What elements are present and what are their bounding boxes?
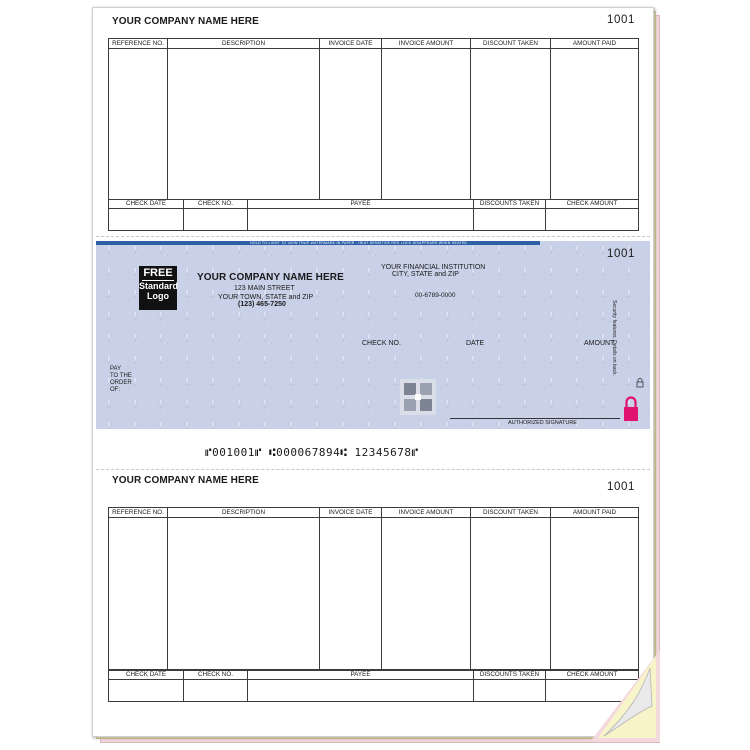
description-cell (168, 49, 320, 200)
check-no-label: CHECK NO. (362, 340, 401, 347)
col-header-description: DESCRIPTION (168, 508, 320, 518)
logo-standard-text: Standard (139, 281, 179, 291)
payee-cell (248, 209, 474, 231)
check-body (96, 241, 650, 429)
discounts-taken-cell (474, 680, 546, 702)
col-header-discount-taken: DISCOUNT TAKEN (471, 39, 551, 49)
footer-header-check-amount: CHECK AMOUNT (546, 671, 639, 680)
footer-header-payee: PAYEE (248, 671, 474, 680)
routing-fraction: 00-6789-0000 (415, 292, 456, 299)
bottom-stub-invoice-table (108, 507, 639, 670)
reference-cell (109, 518, 168, 670)
footer-header-payee: PAYEE (248, 200, 474, 209)
footer-header-discounts-taken: DISCOUNTS TAKEN (474, 200, 546, 209)
signature-line (450, 418, 620, 419)
top-stub-company-name: YOUR COMPANY NAME HERE (112, 16, 259, 27)
company-phone: (123) 465-7250 (238, 301, 286, 308)
check-company-name: YOUR COMPANY NAME HERE (197, 272, 344, 283)
top-stub-invoice-table (108, 38, 639, 200)
bottom-stub-summary-table (108, 670, 639, 702)
security-seal-icon (400, 379, 436, 415)
check-no-cell (184, 209, 248, 231)
col-header-reference: REFERENCE NO. (109, 39, 168, 49)
footer-header-discounts-taken: DISCOUNTS TAKEN (474, 671, 546, 680)
logo-free-text: FREE (143, 267, 173, 279)
lock-icon (636, 378, 644, 388)
pay-label-4: OF: (110, 387, 120, 393)
perforation-top (96, 236, 650, 237)
security-banner-text: HOLD TO LIGHT TO VIEW TRUE WATERMARK IN PAPER · HEAT SENSITIVE RED LOCK DISAPPEARS WHEN HEATED (250, 241, 468, 245)
check-no-cell (184, 680, 248, 702)
invoice-amount-cell (382, 49, 471, 200)
footer-header-check-date: CHECK DATE (109, 200, 184, 209)
check-number: 1001 (607, 248, 635, 260)
authorized-signature-label: AUTHORIZED SIGNATURE (508, 420, 577, 426)
security-pattern (96, 241, 650, 429)
perforation-bottom (96, 469, 650, 470)
invoice-date-cell (320, 49, 382, 200)
page-curl-corner (590, 650, 660, 742)
pay-label-2: TO THE (110, 373, 132, 379)
col-header-discount-taken: DISCOUNT TAKEN (471, 508, 551, 518)
amount-paid-cell (551, 518, 639, 670)
pay-label-1: PAY (110, 366, 122, 372)
discount-taken-cell (471, 49, 551, 200)
col-header-amount-paid: AMOUNT PAID (551, 39, 639, 49)
heat-sensitive-lock-icon (623, 396, 639, 424)
col-header-reference: REFERENCE NO. (109, 508, 168, 518)
description-cell (168, 518, 320, 670)
date-label: DATE (466, 340, 485, 347)
footer-header-check-date: CHECK DATE (109, 671, 184, 680)
footer-header-check-no: CHECK NO. (184, 200, 248, 209)
standard-logo (139, 266, 177, 310)
col-header-invoice-date: INVOICE DATE (320, 508, 382, 518)
pay-label-3: ORDER (110, 380, 132, 386)
amount-paid-cell (551, 49, 639, 200)
reference-cell (109, 49, 168, 200)
payee-cell (248, 680, 474, 702)
footer-header-check-amount: CHECK AMOUNT (546, 200, 639, 209)
top-stub-check-number: 1001 (607, 14, 635, 26)
invoice-amount-cell (382, 518, 471, 670)
check-date-cell (109, 680, 184, 702)
check-date-cell (109, 209, 184, 231)
invoice-date-cell (320, 518, 382, 670)
check-amount-cell (546, 209, 639, 231)
bottom-stub-check-number: 1001 (607, 481, 635, 493)
company-street: 123 MAIN STREET (234, 285, 295, 292)
col-header-description: DESCRIPTION (168, 39, 320, 49)
company-city: YOUR TOWN, STATE and ZIP (218, 294, 314, 301)
col-header-amount-paid: AMOUNT PAID (551, 508, 639, 518)
bank-name: YOUR FINANCIAL INSTITUTION (381, 264, 486, 271)
col-header-invoice-amount: INVOICE AMOUNT (382, 508, 471, 518)
discounts-taken-cell (474, 209, 546, 231)
bank-city: CITY, STATE and ZIP (392, 271, 459, 278)
micr-line: ⑈001001⑈ ⑆000067894⑆ 12345678⑈ (205, 446, 419, 459)
top-stub-summary-table (108, 199, 639, 231)
col-header-invoice-amount: INVOICE AMOUNT (382, 39, 471, 49)
amount-label: AMOUNT (584, 340, 615, 347)
logo-logo-text: Logo (147, 291, 169, 301)
col-header-invoice-date: INVOICE DATE (320, 39, 382, 49)
discount-taken-cell (471, 518, 551, 670)
bottom-stub-company-name: YOUR COMPANY NAME HERE (112, 475, 259, 486)
footer-header-check-no: CHECK NO. (184, 671, 248, 680)
